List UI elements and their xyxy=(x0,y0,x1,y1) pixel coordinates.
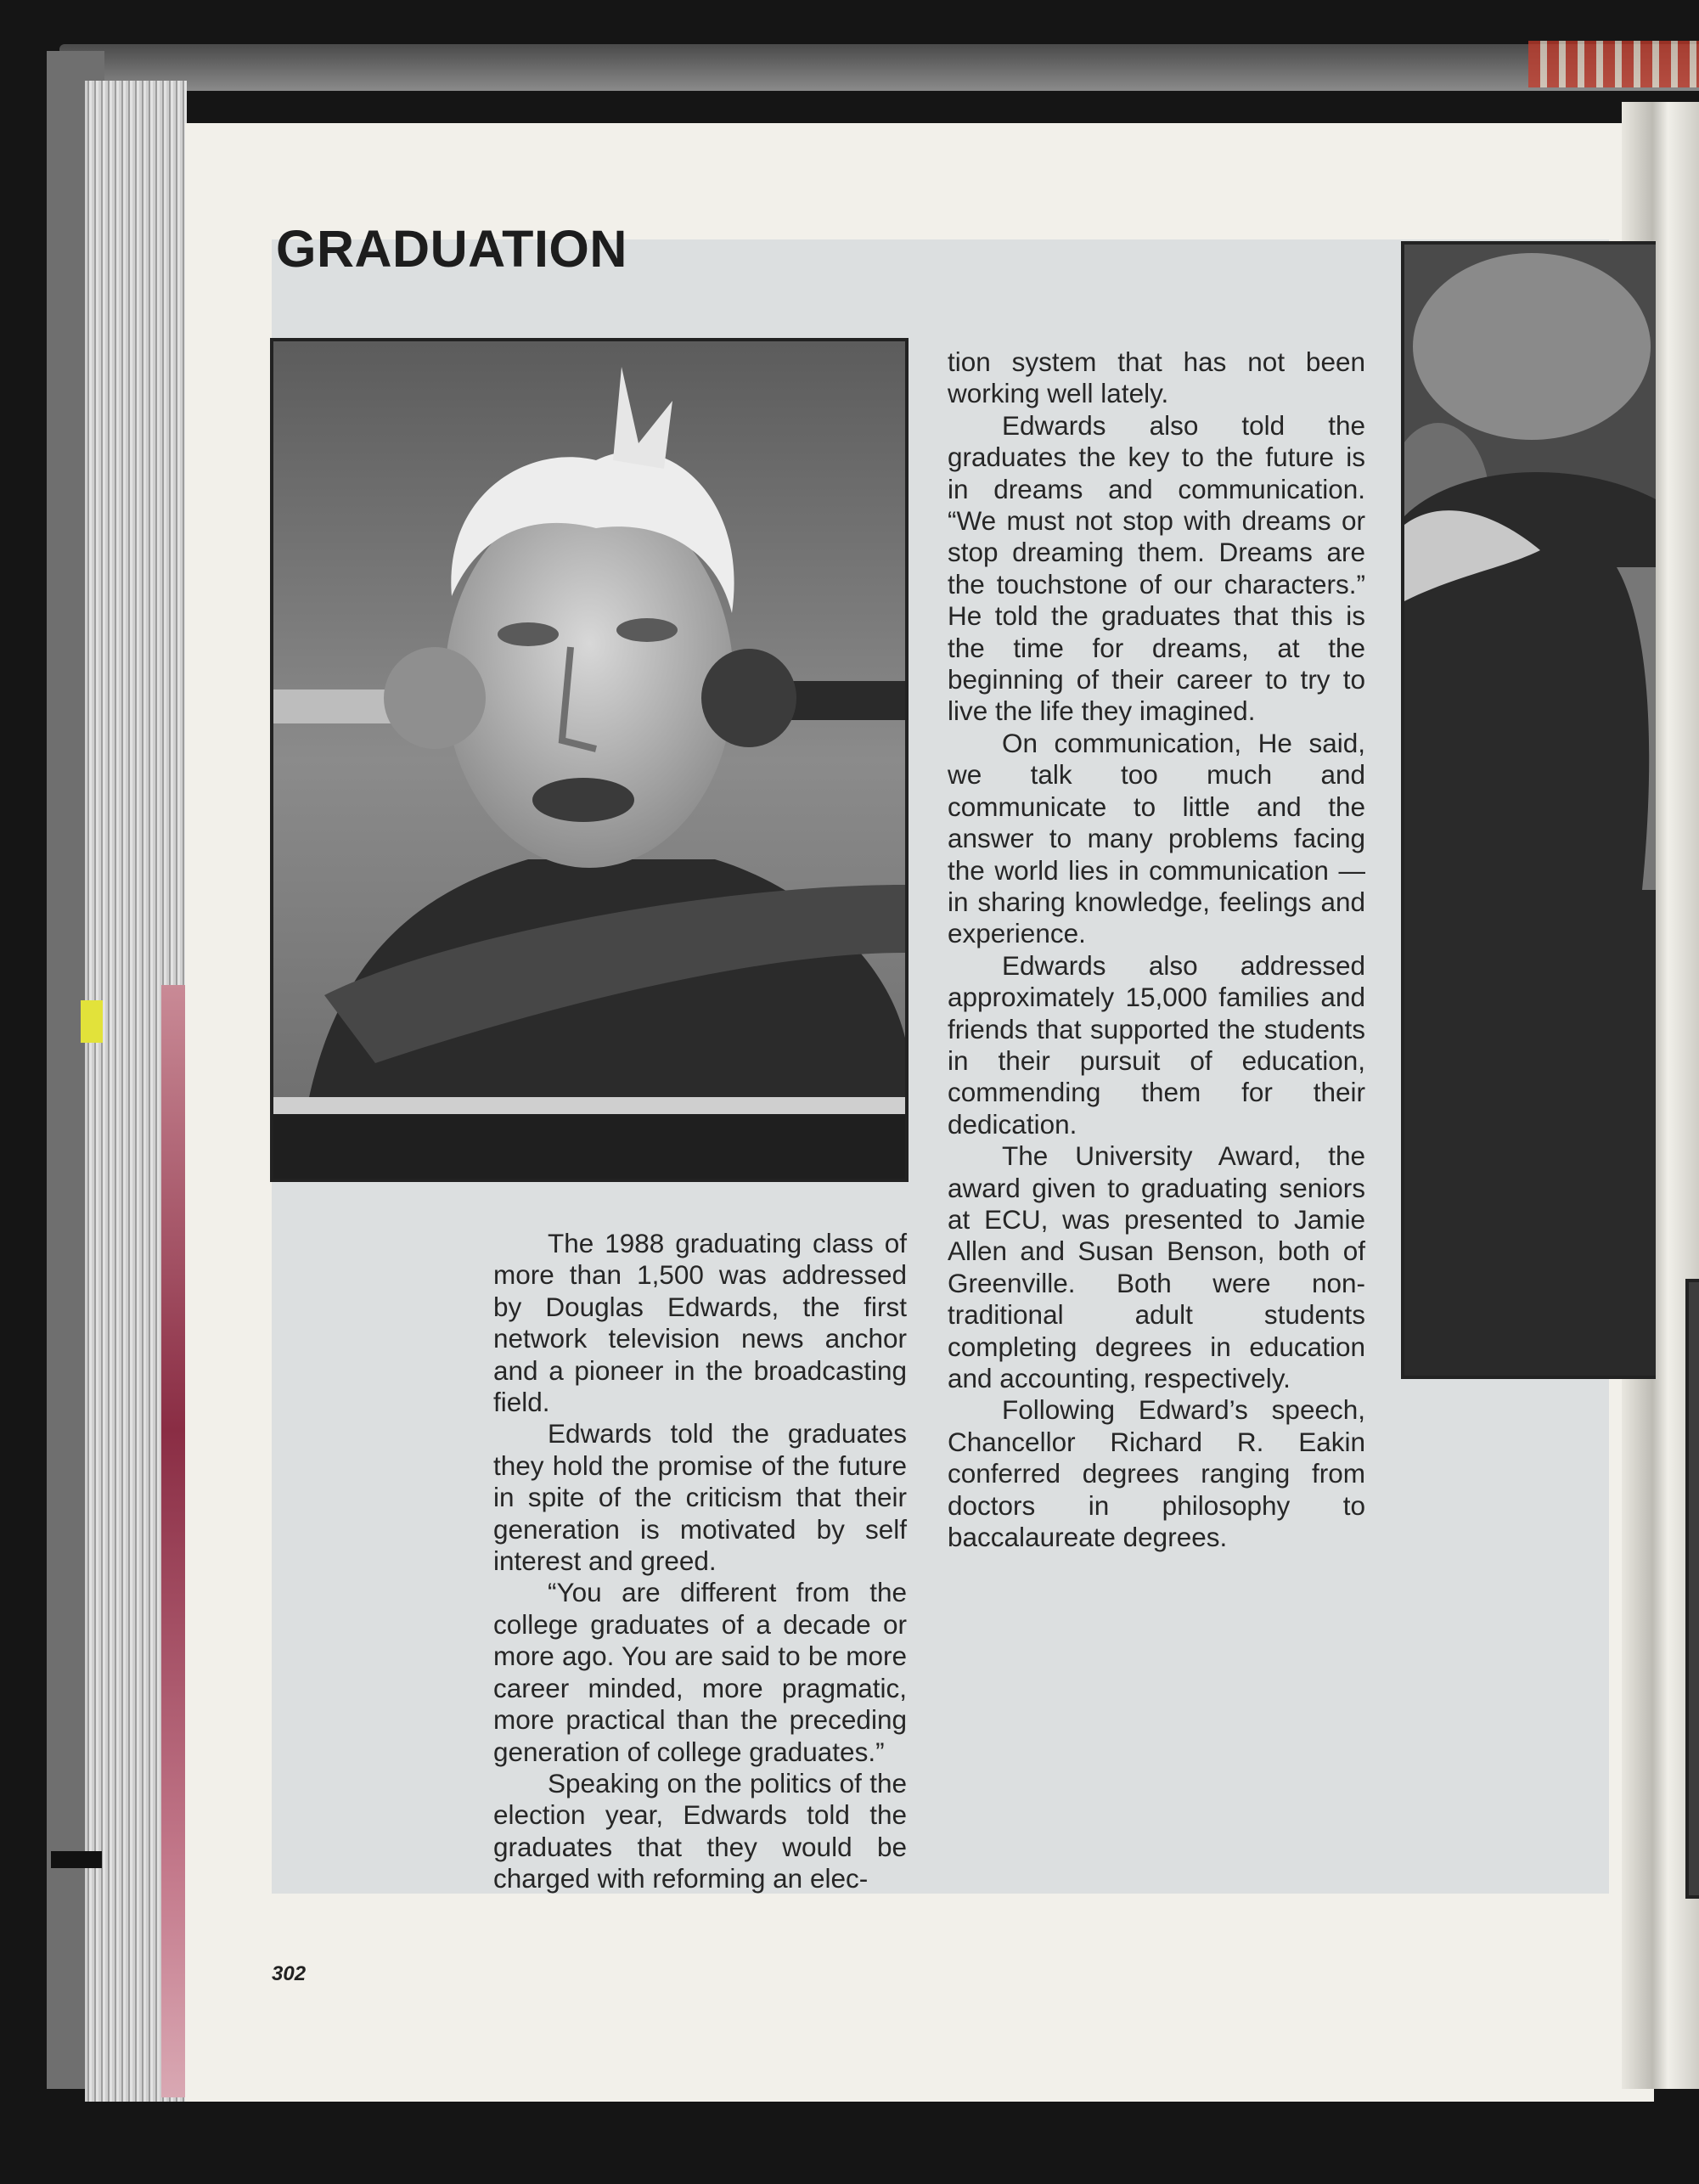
speaker-photo xyxy=(270,338,909,1182)
yellow-tab xyxy=(81,1000,103,1043)
paragraph: The 1988 graduating class of more than 1,500 was addressed by Douglas Edwards, the first network television news anchor and a pioneer in the broadcasting field. xyxy=(493,1228,907,1418)
speaker-illustration xyxy=(273,341,905,1179)
article-column-2 xyxy=(948,346,1365,1553)
adjacent-page-photo-edge xyxy=(1685,1279,1699,1899)
paragraph: “You are different from the college graduates of a decade or more ago. You are said to be more career minded, more pragmatic, more practical than the preceding generation of college graduates.” xyxy=(493,1577,907,1767)
graduate-photo xyxy=(1401,241,1656,1379)
paragraph: Edwards also told the graduates the key to the future is in dreams and communication. “We must not stop with dreams or stop dreaming them. Dreams are the touchstone of our characters.” He told the graduates that this is the time for dreams, at the beginning of their career to try to live the life they imagined. xyxy=(948,409,1365,727)
paragraph: tion system that has not been working well lately. xyxy=(948,346,1365,409)
book-cover-top xyxy=(59,44,1699,91)
paragraph: Speaking on the politics of the election year, Edwards told the graduates that they would be charged with reforming an elec- xyxy=(493,1767,907,1894)
paragraph: Edwards also addressed approximately 15,000 families and friends that supported the students in their pursuit of education, commending them for their dedication. xyxy=(948,949,1365,1140)
pink-page-edge xyxy=(161,985,185,2097)
page-title: GRADUATION xyxy=(276,220,627,278)
spine-headband xyxy=(1528,41,1699,87)
article-column-1 xyxy=(493,1228,907,1895)
paragraph: Following Edward’s speech, Chancellor Richard R. Eakin conferred degrees ranging from doctors in philosophy to baccalaureate degrees. xyxy=(948,1394,1365,1553)
paragraph: On communication, He said, we talk too much and communicate to little and the answer to many problems facing the world lies in communication — in sharing knowledge, feelings and experience. xyxy=(948,727,1365,949)
graduate-illustration xyxy=(1404,245,1656,1376)
paragraph: The University Award, the award given to graduating seniors at ECU, was presented to Jamie Allen and Susan Benson, both of Greenville. Both were non-traditional adult students completing degrees in education and accounting, respectively. xyxy=(948,1140,1365,1393)
paragraph: Edwards told the graduates they hold the promise of the future in spite of the criticism that their generation is motivated by self interest and greed. xyxy=(493,1418,907,1577)
black-tab xyxy=(51,1851,102,1868)
page-number: 302 xyxy=(272,1962,307,1985)
